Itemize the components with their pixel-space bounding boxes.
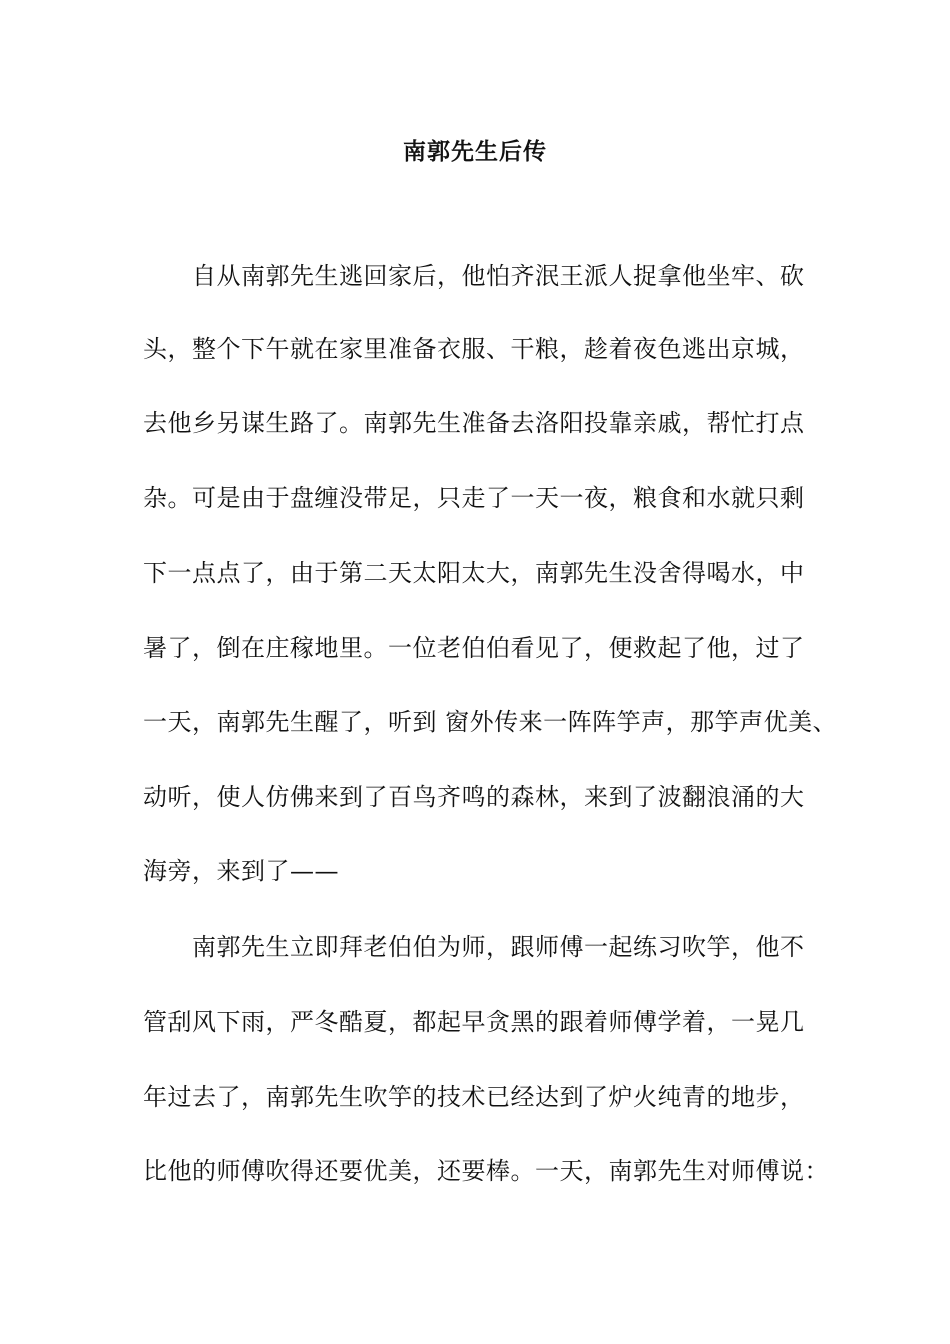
paragraph-line: 杂。可是由于盘缠没带足，只走了一天一夜，粮食和水就只剩 (143, 484, 805, 512)
paragraph-line: 头，整个下午就在家里准备衣服、干粮，趁着夜色逃出京城， (143, 335, 805, 363)
paragraph-line: 去他乡另谋生路了。南郭先生准备去洛阳投靠亲戚，帮忙打点 (143, 409, 805, 437)
paragraph-line: 动听，使人仿佛来到了百鸟齐鸣的森林，来到了波翻浪涌的大 (143, 783, 805, 811)
paragraph-line: 管刮风下雨，严冬酷夏，都起早贪黑的跟着师傅学着，一晃几 (143, 1008, 805, 1036)
paragraph-line: 比他的师傅吹得还要优美，还要棒。一天，南郭先生对师傅说： (143, 1157, 829, 1185)
paragraph-line: 自从南郭先生逃回家后，他怕齐泯王派人捉拿他坐牢、砍 (192, 262, 805, 290)
paragraph-line: 年过去了，南郭先生吹竽的技术已经达到了炉火纯青的地步， (143, 1083, 805, 1111)
paragraph-line: 一天，南郭先生醒了，听到 窗外传来一阵阵竽声，那竽声优美、 (143, 708, 838, 736)
document-title: 南郭先生后传 (403, 138, 547, 165)
paragraph-line: 暑了，倒在庄稼地里。一位老伯伯看见了，便救起了他，过了 (143, 634, 805, 662)
paragraph-line: 海旁，来到了—— (143, 857, 339, 885)
paragraph-line: 南郭先生立即拜老伯伯为师，跟师傅一起练习吹竽，他不 (192, 933, 805, 961)
paragraph-line: 下一点点了，由于第二天太阳太大，南郭先生没舍得喝水，中 (143, 559, 805, 587)
